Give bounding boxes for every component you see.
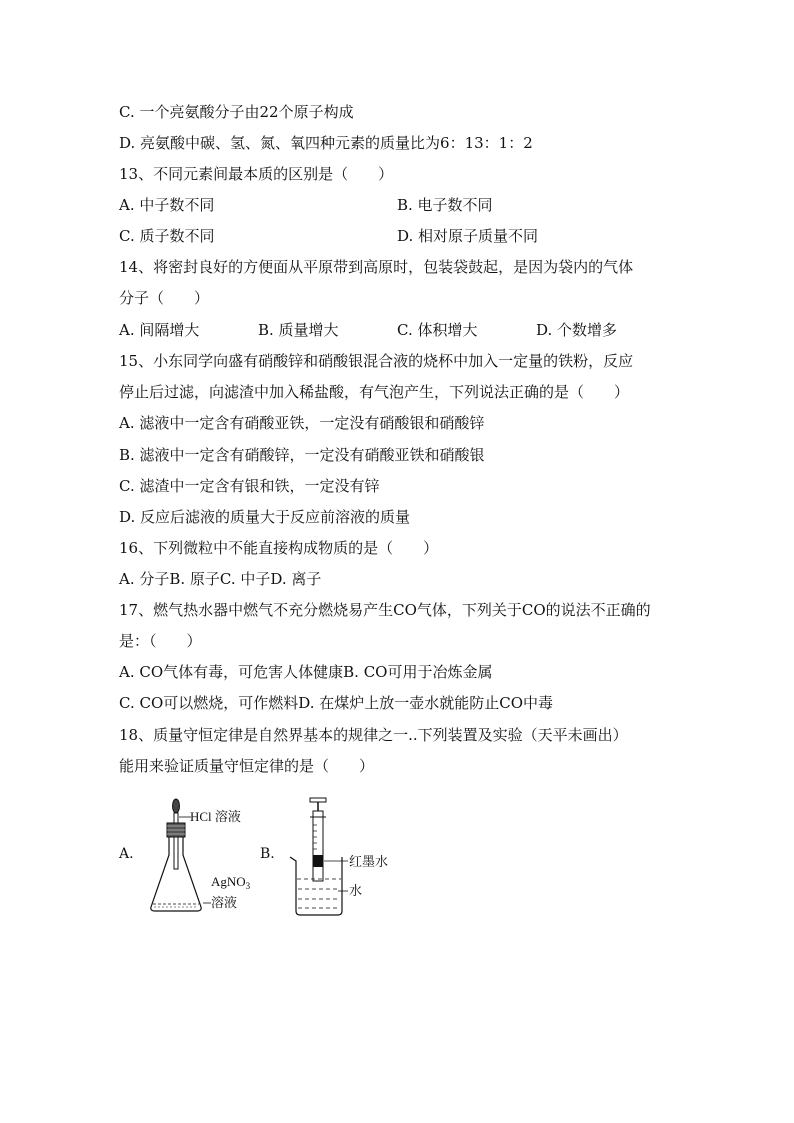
q13-stem: 13、不同元素间最本质的区别是（ ）	[119, 165, 394, 183]
dropper-bulb-icon	[173, 799, 180, 813]
q18-stem-2: 能用来验证质量守恒定律的是（ ）	[119, 757, 375, 775]
figure-b-label: B.	[260, 846, 275, 862]
q14-option-a: A. 间隔增大	[119, 321, 200, 339]
q12-option-d: D. 亮氨酸中碳、氢、氮、氧四种元素的质量比为6：13：1：2	[119, 134, 533, 152]
water-label: 水	[349, 883, 363, 898]
q18-stem-1: 18、质量守恒定律是自然界基本的规律之一..下列装置及实验（天平未画出）	[119, 726, 628, 744]
q15-option-d: D. 反应后滤液的质量大于反应前溶液的质量	[119, 508, 411, 526]
q13-option-d: D. 相对原子质量不同	[397, 227, 539, 245]
q17-options-cd: C. CO可以燃烧，可作燃料D. 在煤炉上放一壶水就能防止CO中毒	[119, 694, 554, 712]
q16-stem: 16、下列微粒中不能直接构成物质的是（ ）	[119, 539, 439, 557]
q14-stem-2: 分子（ ）	[119, 289, 210, 307]
figure-a-label: A.	[119, 846, 134, 862]
q17-options-ab: A. CO气体有毒，可危害人体健康B. CO可用于冶炼金属	[119, 663, 493, 681]
q15-option-a: A. 滤液中一定含有硝酸亚铁，一定没有硝酸银和硝酸锌	[119, 414, 485, 432]
q14-option-c: C. 体积增大	[397, 321, 478, 339]
agno3-label: AgNO$_3$	[211, 874, 251, 891]
q15-option-b: B. 滤液中一定含有硝酸锌，一定没有硝酸亚铁和硝酸银	[119, 446, 485, 464]
q12-option-c: C. 一个亮氨酸分子由22个原子构成	[119, 103, 354, 121]
q17-stem-1: 17、燃气热水器中燃气不充分燃烧易产生CO气体，下列关于CO的说法不正确的	[119, 601, 651, 619]
q13-option-b: B. 电子数不同	[397, 196, 493, 214]
q14-option-b: B. 质量增大	[258, 321, 339, 339]
hcl-label: HCl 溶液	[190, 809, 241, 824]
q15-stem-2: 停止后过滤，向滤渣中加入稀盐酸，有气泡产生，下列说法正确的是（ ）	[119, 383, 630, 401]
q14-stem-1: 14、将密封良好的方便面从平原带到高原时，包装袋鼓起，是因为袋内的气体	[119, 258, 634, 276]
red-ink-label: 红墨水	[349, 854, 389, 869]
q14-option-d: D. 个数增多	[536, 321, 618, 339]
syringe-icon	[313, 811, 323, 881]
figure-b-beaker	[282, 795, 412, 920]
q13-option-a: A. 中子数不同	[119, 196, 215, 214]
agno3-solution-label: 溶液	[211, 895, 238, 910]
q16-options: A. 分子B. 原子C. 中子D. 离子	[119, 570, 322, 588]
q13-option-c: C. 质子数不同	[119, 227, 215, 245]
q15-option-c: C. 滤渣中一定含有银和铁，一定没有锌	[119, 477, 380, 495]
q15-stem-1: 15、小东同学向盛有硝酸锌和硝酸银混合液的烧杯中加入一定量的铁粉，反应	[119, 352, 634, 370]
q17-stem-2: 是：（ ）	[119, 632, 202, 650]
